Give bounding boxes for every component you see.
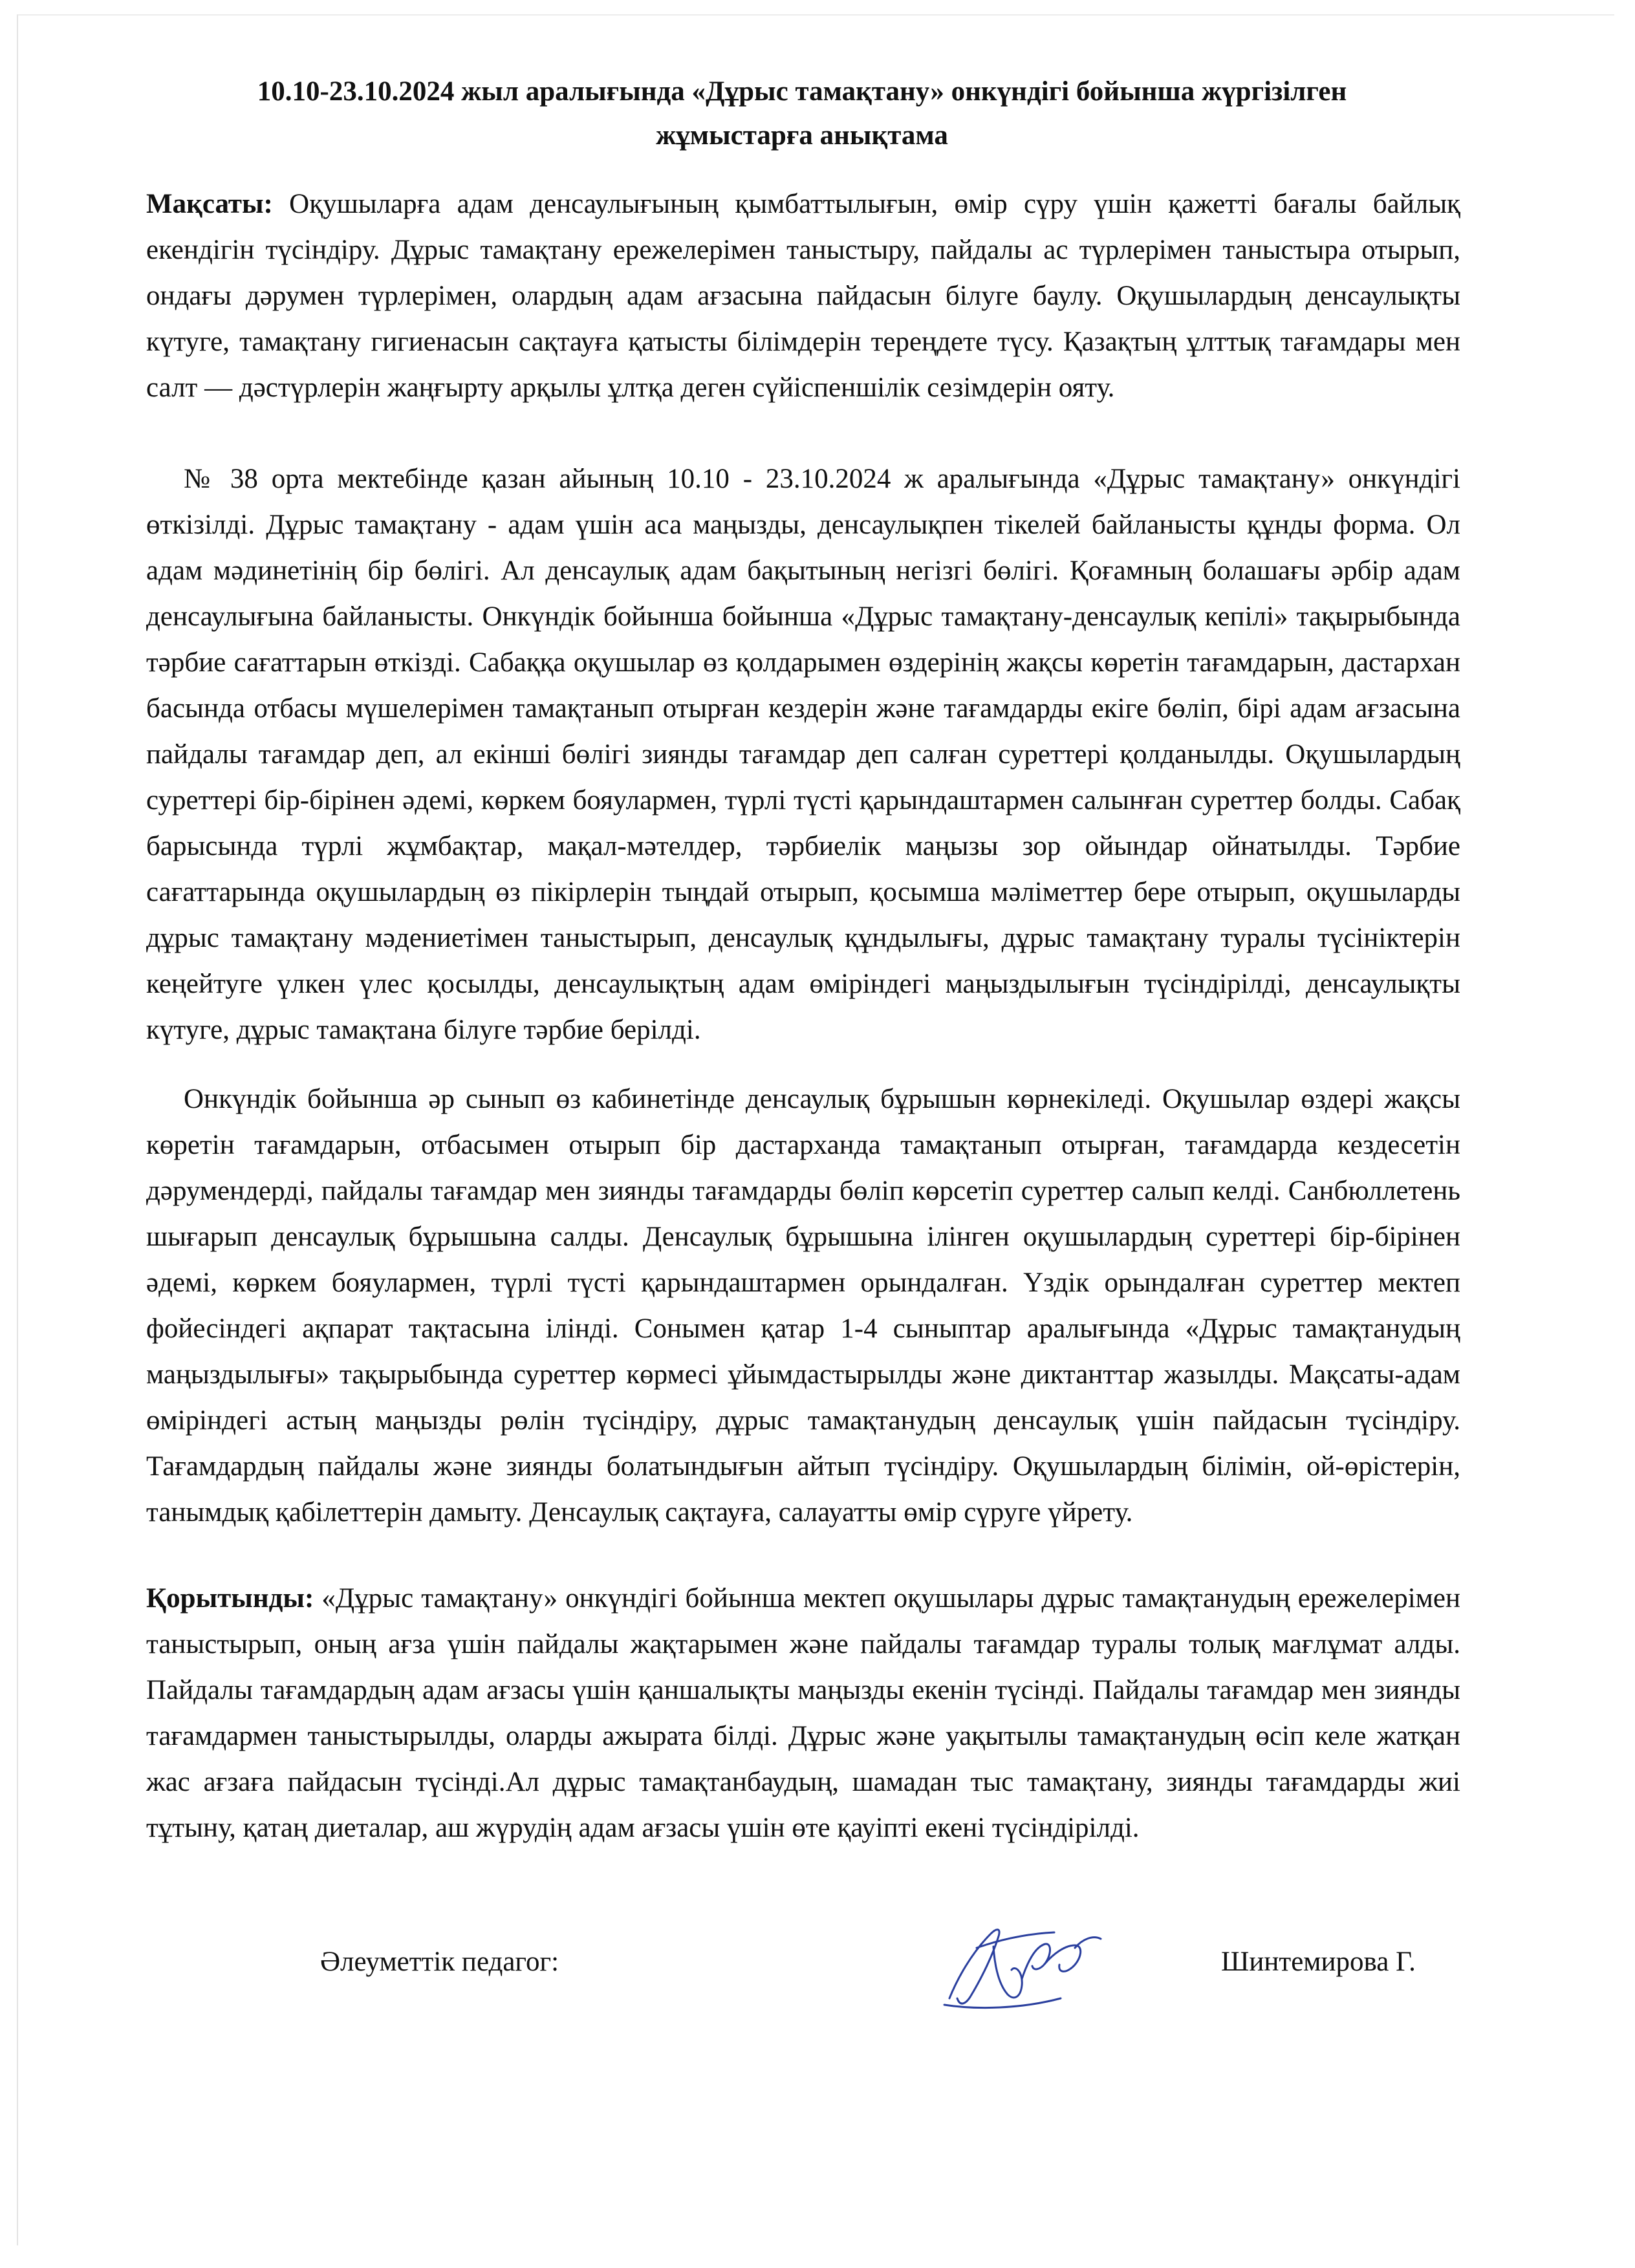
document-title	[129, 70, 1475, 158]
conclusion-paragraph	[146, 1575, 1460, 1851]
aim-text: Оқушыларға адам денсаулығының қымбаттылығын, өмір сүру үшін қажетті бағалы байлық екендігін түсіндіру. Дұрыс тамақтану ережелерімен таныстыру, пайдалы ас түрлерімен таныстыра отырып, ондағы дәрумен түрлерімен, олардың адам ағзасына пайдасын білуге баулу. Оқушылардың денсаулықты күтуге, тамақтану гигиенасын сақтауға қатысты білімдерін тереңдете түсу. Қазақтың ұлттық тағамдары мен салт — дәстүрлерін жаңғырту арқылы ұлтқа деген сүйіспеншілік сезімдерін ояту.	[146, 189, 1460, 403]
signer-name: Шинтемирова Г.	[1221, 1947, 1416, 1977]
aim-paragraph	[146, 181, 1460, 411]
handwritten-signature	[931, 1908, 1119, 2024]
title-line-1: 10.10-23.10.2024 жыл аралығында «Дұрыс тамақтану» онкүндігі бойынша жүргізілген	[257, 76, 1347, 107]
aim-label: Мақсаты:	[146, 189, 273, 219]
signer-role: Әлеуметтік педагог:	[320, 1947, 559, 1977]
conclusion-label: Қорытынды:	[146, 1583, 314, 1614]
conclusion-text: «Дұрыс тамақтану» онкүндігі бойынша мектеп оқушылары дұрыс тамақтанудың ережелерімен таныстырып, оның ағза үшін пайдалы жақтарымен және пайдалы тағамдар туралы толық мағлұмат алды. Пайдалы тағамдардың адам ағзасы үшін қаншалықты маңызды екенін түсінді. Пайдалы тағамдар мен зиянды тағамдармен таныстырылды, оларды ажырата білді. Дұрыс және уақытылы тамақтанудың өсіп келе жатқан жас ағзаға пайдасын түсінді.Ал дұрыс тамақтанбаудың, шамадан тыс тамақтану, зиянды тағамдарды жиі тұтыну, қатаң диеталар, аш жүрудің адам ағзасы үшін өте қауіпті екені түсіндірілді.	[146, 1583, 1460, 1843]
body-paragraph-1: № 38 орта мектебінде қазан айының 10.10 - 23.10.2024 ж аралығында «Дұрыс тамақтану» онкүндігі өткізілді. Дұрыс тамақтану - адам үшін аса маңызды, денсаулықпен тікелей байланысты құнды форма. Ол адам мәдинетінің бір бөлігі. Ал денсаулық адам бақытының негізгі бөлігі. Қоғамның болашағы әрбір адам денсаулығына байланысты. Онкүндік бойынша бойынша «Дұрыс тамақтану-денсаулық кепілі» тақырыбында тәрбие сағаттарын өткізді. Сабаққа оқушылар өз қолдарымен өздерінің жақсы көретін тағамдарын, дастархан басында отбасы мүшелерімен тамақтанып отырған кездерін және тағамдарды екіге бөліп, бірі адам ағзасына пайдалы тағамдар деп, ал екінші бөлігі зиянды тағамдар деп салған суреттері қолданылды. Оқушылардың суреттері бір-бірінен әдемі, көркем бояулармен, түрлі түсті қарындаштармен салынған суреттер болды. Сабақ барысында түрлі жұмбақтар, мақал-мәтелдер, тәрбиелік маңызы зор ойындар ойнатылды. Тәрбие сағаттарында оқушылардың өз пікірлерін тыңдай отырып, қосымша мәліметтер бере отырып, оқушыларды дұрыс тамақтану мәдениетімен таныстырып, денсаулық құндылығы, дұрыс тамақтану туралы түсініктерін кеңейтуге үлкен үлес қосылды, денсаулықтың адам өміріндегі маңыздылығын түсіндірілді, денсаулықты күтуге, дұрыс тамақтана білуге тәрбие берілді.	[146, 464, 1460, 1045]
title-line-2: жұмыстарға анықтама	[656, 120, 948, 151]
body-paragraph-2: Онкүндік бойынша әр сынып өз кабинетінде денсаулық бұрышын көрнекіледі. Оқушылар өздері жақсы көретін тағамдарын, отбасымен отырып бір дастарханда тамақтанып отырған, тағамдарда кездесетін дәрумендерді, пайдалы тағамдар мен зиянды тағамдарды бөліп көрсетіп суреттер салып келді. Санбюллетень шығарып денсаулық бұрышына салды. Денсаулық бұрышына ілінген оқушылардың суреттері бір-бірінен әдемі, көркем бояулармен, түрлі түсті қарындаштармен орындалған. Үздік орындалған суреттер мектеп фойесіндегі ақпарат тақтасына ілінді. Сонымен қатар 1-4 сыныптар аралығында «Дұрыс тамақтанудың маңыздылығы» тақырыбында суреттер көрмесі ұйымдастырылды және диктанттар жазылды. Мақсаты-адам өміріндегі астың маңызды рөлін түсіндіру, дұрыс тамақтанудың денсаулық үшін пайдасын түсіндіру. Тағамдардың пайдалы және зиянды болатындығын айтып түсіндіру. Оқушылардың білімін, ой-өрістерін, танымдық қабілеттерін дамыту. Денсаулық сақтауға, салауатты өмір сүруге үйрету.	[146, 1084, 1460, 1528]
